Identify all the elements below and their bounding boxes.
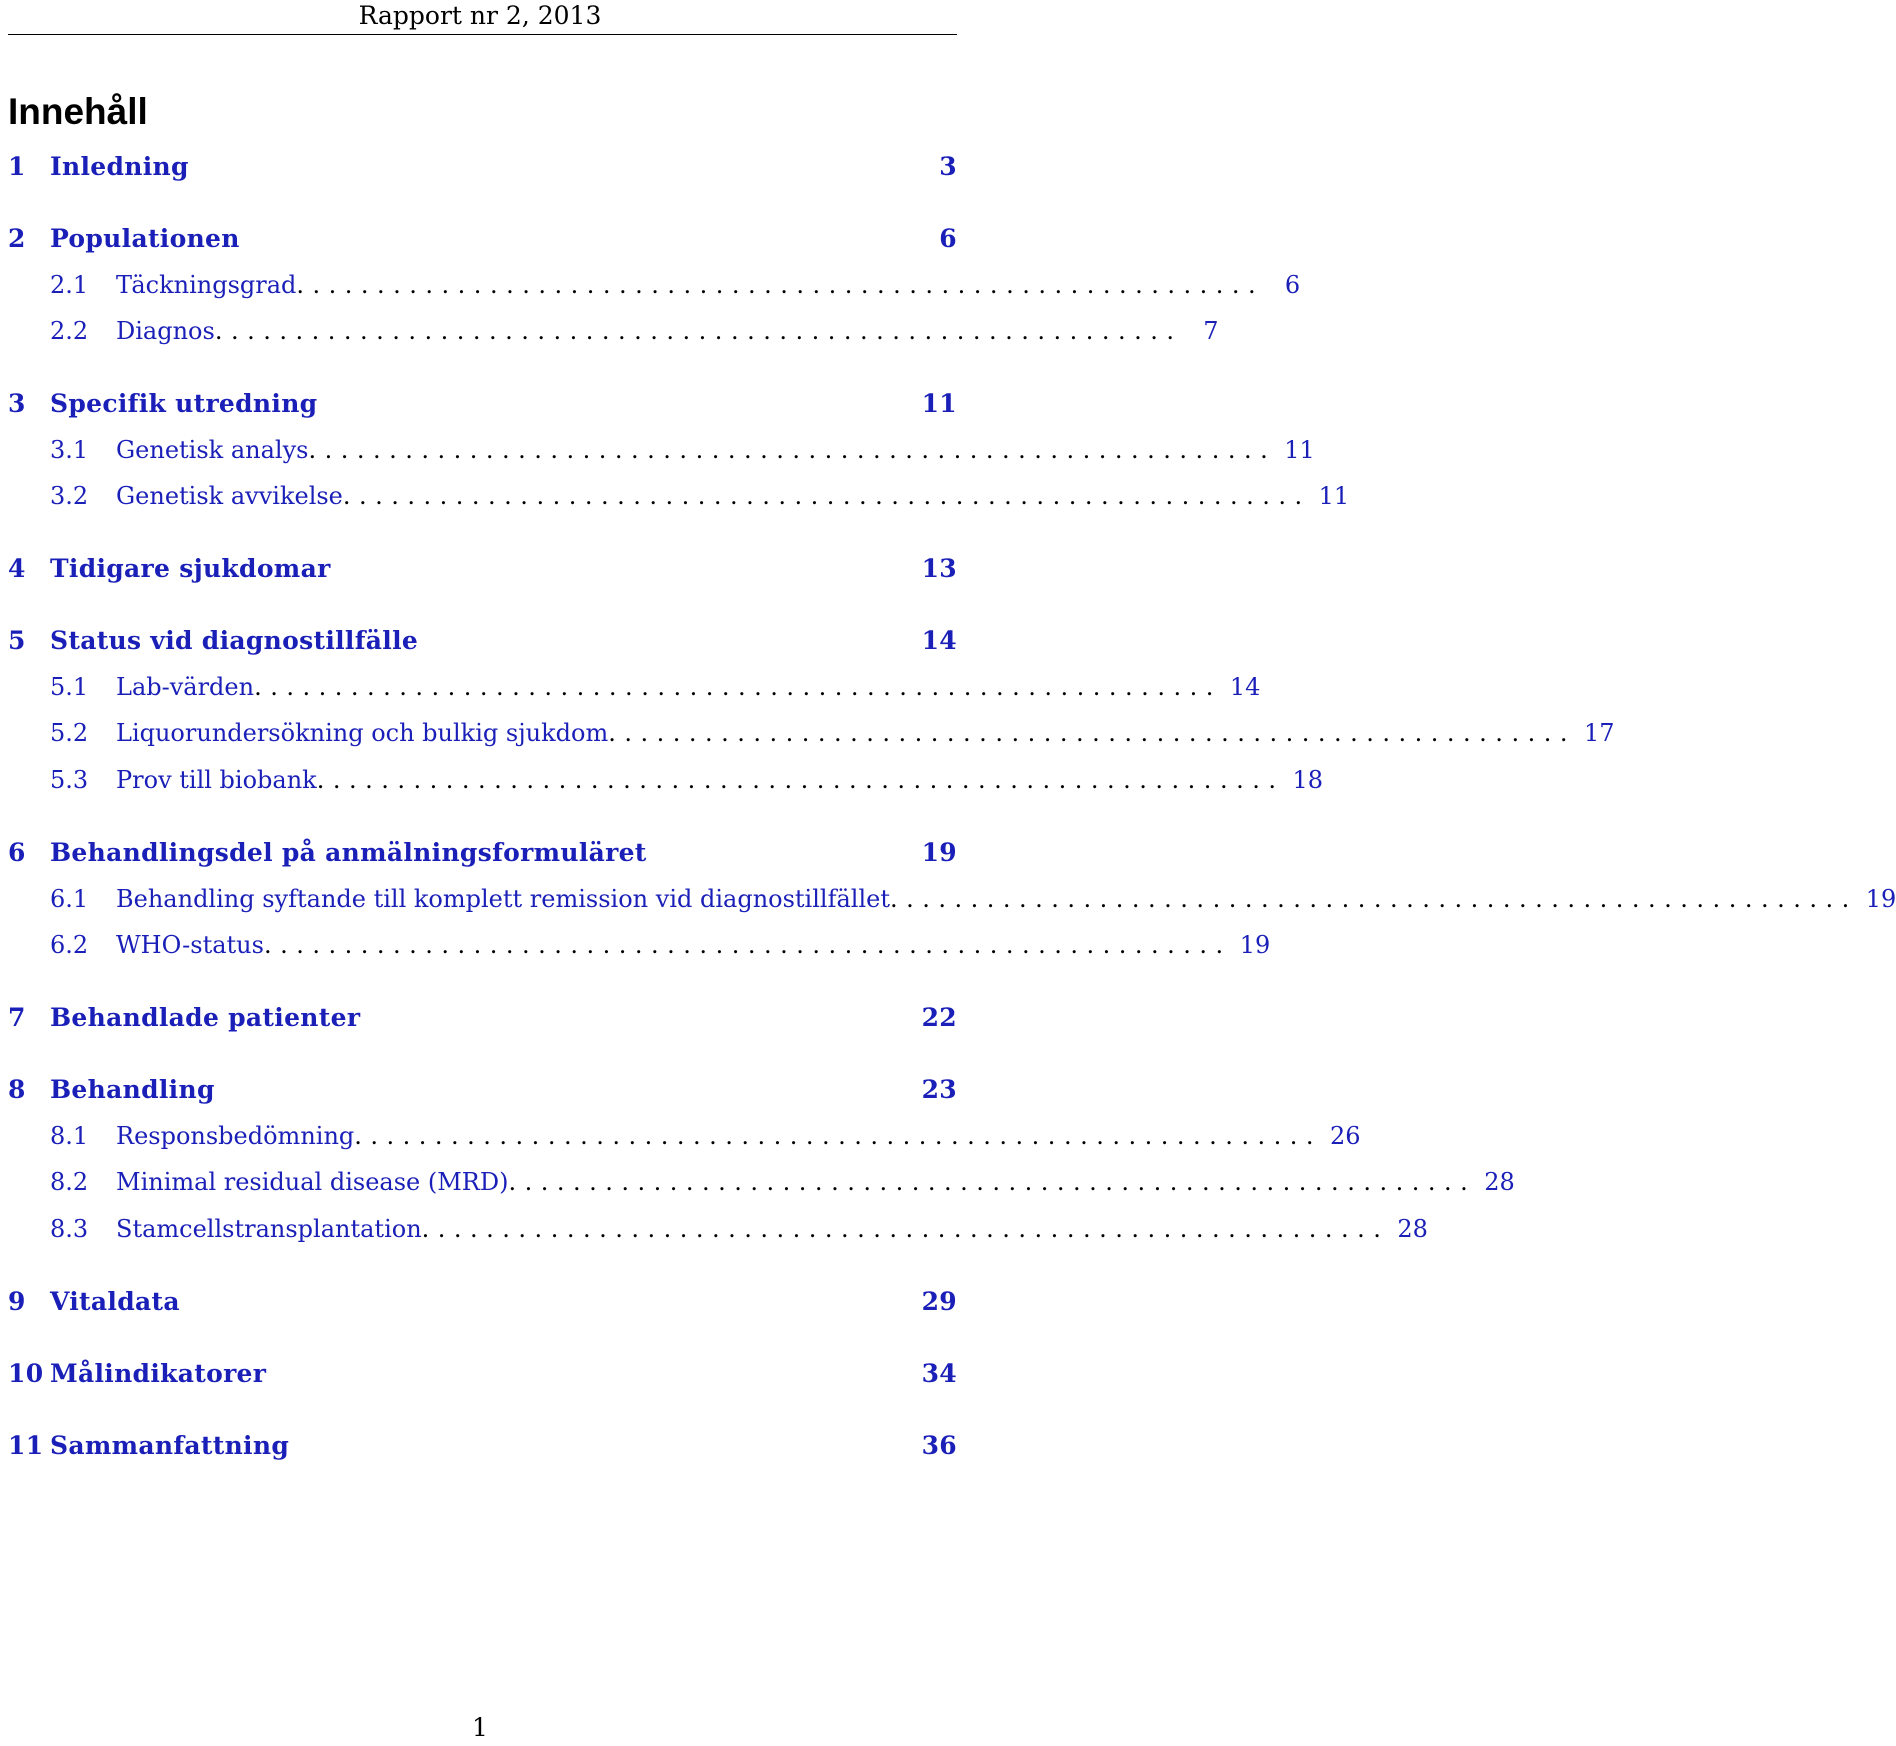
- toc-entry-page: 17: [1583, 719, 1615, 747]
- toc-leader: ............................................................: [421, 1215, 1390, 1243]
- toc-entry-6-2[interactable]: [8, 931, 1271, 963]
- toc-entry-number: 11: [8, 1431, 44, 1460]
- toc-entry-5-3[interactable]: [8, 766, 1323, 798]
- toc-entry-7[interactable]: [8, 1003, 957, 1035]
- toc-entry-number: 2: [8, 224, 26, 253]
- toc-entry-2-2[interactable]: [8, 317, 1219, 349]
- toc-entry-number: 8.1: [50, 1122, 89, 1150]
- toc-entry-number: 2.2: [50, 317, 89, 345]
- toc-leader: ............................................................: [508, 1168, 1477, 1196]
- table-of-contents: [8, 0, 1896, 1746]
- toc-entry-number: 6: [8, 838, 26, 867]
- toc-entry-2-1[interactable]: [8, 271, 1301, 303]
- toc-entry-page: 6: [939, 224, 957, 253]
- toc-entry-number: 6.1: [50, 885, 89, 913]
- toc-entry-8-1[interactable]: [8, 1122, 1361, 1154]
- toc-entry-6[interactable]: [8, 838, 957, 870]
- toc-entry-number: 3.2: [50, 482, 89, 510]
- toc-leader: ............................................................: [308, 436, 1277, 464]
- toc-entry-number: 6.2: [50, 931, 89, 959]
- toc-entry-title: Målindikatorer: [50, 1359, 267, 1388]
- toc-entry-5-2[interactable]: [8, 719, 1615, 751]
- toc-entry-number: 3: [8, 389, 26, 418]
- toc-entry-title: Genetisk avvikelse: [116, 482, 343, 510]
- toc-entry-6-1[interactable]: [8, 885, 1896, 917]
- toc-entry-page: 19: [921, 838, 957, 867]
- toc-leader: ............................................................: [354, 1122, 1322, 1150]
- toc-entry-page: 22: [921, 1003, 957, 1032]
- toc-entry-title: Behandling syftande till komplett remission vid diagnostillfället: [116, 885, 890, 913]
- toc-entry-1[interactable]: [8, 152, 957, 184]
- toc-entry-number: 8.2: [50, 1168, 89, 1196]
- toc-entry-page: 28: [1397, 1215, 1428, 1243]
- toc-entry-3-1[interactable]: [8, 436, 1315, 468]
- toc-entry-number: 8.3: [50, 1215, 89, 1243]
- toc-entry-page: 6: [1284, 271, 1301, 299]
- toc-entry-8-3[interactable]: [8, 1215, 1428, 1247]
- toc-entry-title: WHO-status: [116, 931, 264, 959]
- toc-entry-title: Responsbedömning: [116, 1122, 355, 1150]
- toc-entry-page: 11: [1284, 436, 1315, 464]
- toc-entry-8[interactable]: [8, 1075, 957, 1107]
- toc-entry-2[interactable]: [8, 224, 957, 256]
- toc-heading: Innehåll: [8, 91, 148, 132]
- running-header: Rapport nr 2, 2013: [358, 1, 602, 30]
- toc-entry-title: Inledning: [50, 152, 189, 181]
- toc-entry-page: 29: [921, 1287, 957, 1316]
- toc-leader: ............................................................: [342, 482, 1311, 510]
- toc-entry-3[interactable]: [8, 389, 957, 421]
- toc-entry-title: Prov till biobank: [116, 766, 317, 794]
- toc-leader: ............................................................: [608, 719, 1576, 747]
- toc-entry-number: 5.1: [50, 673, 89, 701]
- toc-entry-4[interactable]: [8, 554, 957, 586]
- toc-entry-page: 11: [921, 389, 957, 418]
- toc-entry-title: Specifik utredning: [50, 389, 318, 418]
- toc-entry-page: 19: [1865, 885, 1896, 913]
- toc-entry-10[interactable]: [8, 1359, 957, 1391]
- toc-entry-number: 5: [8, 626, 26, 655]
- toc-entry-page: 34: [921, 1359, 957, 1388]
- toc-entry-page: 13: [921, 554, 957, 583]
- toc-entry-title: Täckningsgrad: [116, 271, 297, 299]
- toc-entry-page: 26: [1330, 1122, 1361, 1150]
- toc-entry-title: Populationen: [50, 224, 240, 253]
- toc-entry-number: 2.1: [50, 271, 89, 299]
- toc-leader: ............................................................: [263, 931, 1232, 959]
- toc-entry-title: Sammanfattning: [50, 1431, 290, 1460]
- toc-entry-page: 28: [1484, 1168, 1515, 1196]
- toc-entry-title: Stamcellstransplantation: [116, 1215, 422, 1243]
- toc-entry-page: 14: [921, 626, 957, 655]
- toc-entry-page: 14: [1229, 673, 1261, 701]
- toc-entry-page: 11: [1318, 482, 1350, 510]
- toc-entry-title: Behandlingsdel på anmälningsformuläret: [50, 838, 647, 867]
- toc-entry-page: 23: [921, 1075, 957, 1104]
- toc-entry-title: Status vid diagnostillfälle: [50, 626, 419, 655]
- toc-entry-title: Behandling: [50, 1075, 215, 1104]
- toc-entry-number: 9: [8, 1287, 26, 1316]
- toc-entry-title: Diagnos: [116, 317, 215, 345]
- toc-entry-page: 18: [1292, 766, 1323, 794]
- toc-entry-title: Minimal residual disease (MRD): [116, 1168, 509, 1196]
- toc-entry-number: 4: [8, 554, 26, 583]
- toc-entry-title: Behandlade patienter: [50, 1003, 361, 1032]
- toc-entry-title: Liquorundersökning och bulkig sjukdom: [116, 719, 609, 747]
- toc-entry-8-2[interactable]: [8, 1168, 1515, 1200]
- toc-leader: ............................................................: [889, 885, 1858, 913]
- toc-entry-11[interactable]: [8, 1431, 957, 1463]
- toc-entry-number: 10: [8, 1359, 44, 1388]
- toc-entry-number: 3.1: [50, 436, 89, 464]
- toc-entry-page: 3: [939, 152, 957, 181]
- page-number: 1: [472, 1713, 488, 1742]
- toc-entry-9[interactable]: [8, 1287, 957, 1319]
- toc-entry-number: 5.3: [50, 766, 89, 794]
- toc-entry-page: 7: [1203, 317, 1219, 345]
- toc-leader: ............................................................: [254, 673, 1222, 701]
- toc-entry-title: Tidigare sjukdomar: [50, 554, 331, 583]
- toc-entry-title: Vitaldata: [50, 1287, 180, 1316]
- toc-entry-title: Genetisk analys: [116, 436, 309, 464]
- toc-entry-page: 36: [921, 1431, 957, 1460]
- toc-entry-page: 19: [1239, 931, 1271, 959]
- toc-entry-number: 8: [8, 1075, 26, 1104]
- toc-entry-number: 5.2: [50, 719, 89, 747]
- toc-leader: ............................................................: [296, 271, 1265, 299]
- toc-entry-5[interactable]: [8, 626, 957, 658]
- toc-entry-number: 7: [8, 1003, 26, 1032]
- toc-entry-5-1[interactable]: [8, 673, 1261, 705]
- toc-leader: ............................................................: [214, 317, 1183, 345]
- toc-leader: ............................................................: [316, 766, 1285, 794]
- toc-entry-title: Lab-värden: [116, 673, 255, 701]
- toc-entry-number: 1: [8, 152, 26, 181]
- toc-entry-3-2[interactable]: [8, 482, 1350, 514]
